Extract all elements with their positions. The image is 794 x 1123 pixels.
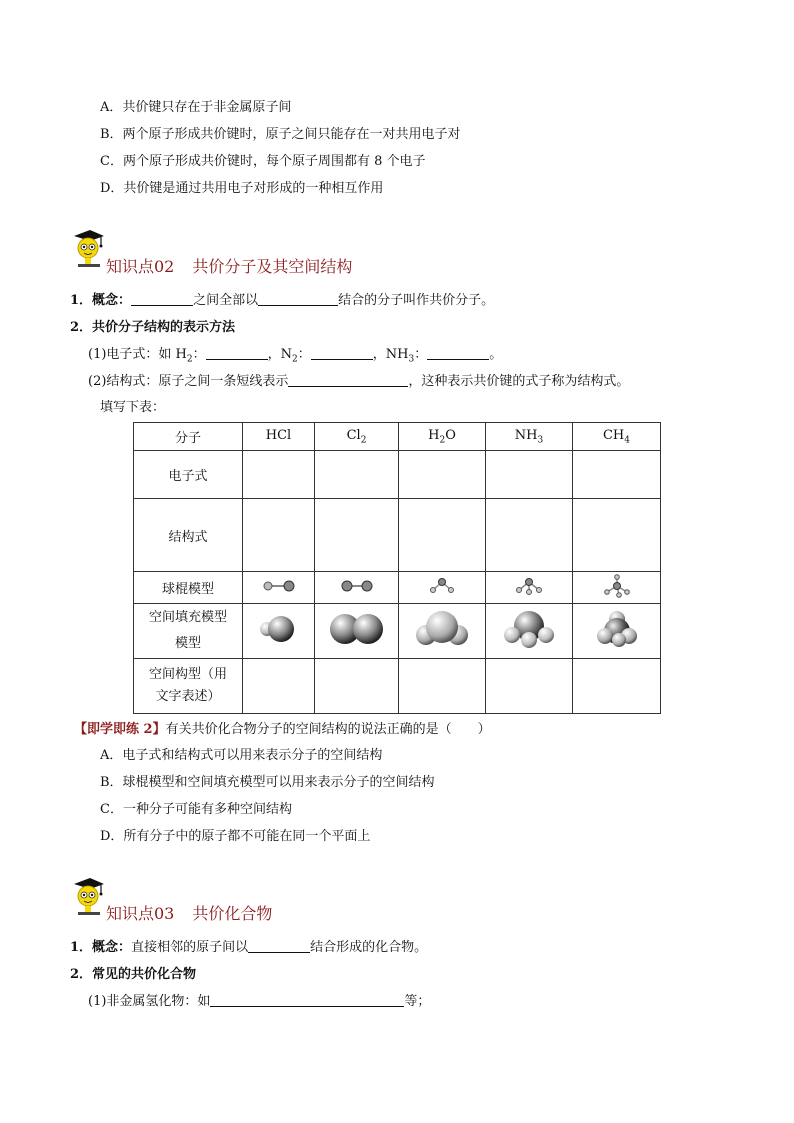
s2-item1-label: 概念： — [92, 293, 132, 308]
table-row — [134, 572, 661, 604]
cell-electron-h2o[interactable] — [399, 451, 486, 499]
table-row — [134, 499, 661, 572]
mascot-graduate-icon — [70, 876, 104, 920]
exercise-2-tag: 【即学即练 2】 — [74, 722, 166, 737]
ex2-option-d: D．所有分子中的原子都不可能在同一个平面上 — [100, 829, 371, 844]
ball-stick-ch4-icon — [573, 572, 661, 604]
cell-shape-nh3[interactable] — [486, 659, 573, 714]
s3-item1 — [70, 936, 427, 955]
space-fill-nh3-icon — [486, 604, 573, 659]
fill-table-note: 填写下表： — [100, 400, 166, 415]
cell-shape-h2o[interactable] — [399, 659, 486, 714]
cell-electron-ch4[interactable] — [573, 451, 661, 499]
s2-sub2-prefix: (2)结构式：原子之间一条短线表示 — [88, 374, 289, 389]
exercise-2-text: 有关共价化合物分子的空间结构的说法正确的是（ ） — [165, 722, 491, 737]
cell-structural-nh3[interactable] — [486, 499, 573, 572]
section-03-text: 共价化合物 — [192, 904, 273, 923]
s2-sub1-n-sub: 2 — [292, 354, 298, 365]
s2-sub1-sep2: ，NH — [372, 347, 409, 362]
section-02-title — [106, 254, 352, 277]
ball-stick-h2o-icon — [399, 572, 486, 604]
space-fill-cl2-icon — [315, 604, 399, 659]
q1-option-d: D．共价键是通过共用电子对形成的一种相互作用 — [100, 181, 384, 196]
q1-option-c: C．两个原子形成共价键时，每个原子周围都有 8 个电子 — [100, 154, 426, 169]
blank-concept-2[interactable] — [258, 292, 338, 306]
s2-item2 — [70, 316, 235, 335]
mascot-graduate-icon — [70, 228, 104, 272]
table-row — [134, 659, 661, 714]
s3-sub1 — [88, 990, 430, 1009]
ball-stick-hcl-icon — [243, 572, 315, 604]
ex2-option-c: C．一种分子可能有多种空间结构 — [100, 802, 292, 817]
s2-sub1-end: 。 — [489, 347, 503, 362]
header-cl2: $Cl_2$ — [315, 423, 399, 451]
space-fill-hcl-icon — [243, 604, 315, 659]
s3-item1-num: 1． — [70, 940, 93, 955]
header-h2o: $H_2O$ — [399, 423, 486, 451]
blank-shortline[interactable] — [288, 373, 408, 387]
s3-item2 — [70, 963, 196, 982]
s3-item2-label: 常见的共价化合物 — [92, 967, 197, 982]
s2-sub1-colon2: ： — [297, 347, 311, 362]
cell-structural-hcl[interactable] — [243, 499, 315, 572]
s3-item1-end: 结合形成的化合物。 — [310, 940, 428, 955]
s2-sub1-sep1: ，N — [267, 347, 293, 362]
section-02-number: 知识点02 — [106, 257, 175, 276]
section-03-number: 知识点03 — [106, 904, 175, 923]
cell-shape-ch4[interactable] — [573, 659, 661, 714]
blank-hydrides[interactable] — [210, 993, 404, 1007]
space-fill-ch4-icon — [573, 604, 661, 659]
table-row — [134, 423, 661, 451]
s2-item1-num: 1． — [70, 293, 93, 308]
header-nh3: $NH_3$ — [486, 423, 573, 451]
s3-item1-label: 概念： — [92, 940, 132, 955]
s2-sub1-colon1: ： — [192, 347, 206, 362]
s3-item1-text: 直接相邻的原子间以 — [131, 940, 249, 955]
section-02-text: 共价分子及其空间结构 — [192, 257, 353, 276]
s3-item2-num: 2． — [70, 967, 93, 982]
header-hcl: HCl — [243, 423, 315, 451]
row-label-electron: 电子式 — [134, 451, 243, 499]
cell-structural-ch4[interactable] — [573, 499, 661, 572]
cell-shape-hcl[interactable] — [243, 659, 315, 714]
cell-shape-cl2[interactable] — [315, 659, 399, 714]
blank-nh3[interactable] — [427, 346, 489, 360]
table-row — [134, 451, 661, 499]
s2-sub1-colon3: ： — [414, 347, 428, 362]
molecule-table — [133, 422, 661, 714]
ex2-option-b: B．球棍模型和空间填充模型可以用来表示分子的空间结构 — [100, 775, 435, 790]
row-label-shape: 空间构型（用 文字表述） — [134, 659, 243, 714]
s2-item2-num: 2． — [70, 320, 93, 335]
s2-item1-mid: 之间全部以 — [193, 293, 259, 308]
ball-stick-nh3-icon — [486, 572, 573, 604]
table-row — [134, 604, 661, 659]
section-03-title — [106, 901, 272, 924]
s3-sub1-end: 等； — [404, 994, 431, 1009]
row-label-structural: 结构式 — [134, 499, 243, 572]
cell-electron-cl2[interactable] — [315, 451, 399, 499]
s2-sub1-nh-sub: 3 — [408, 354, 415, 365]
s2-item1-end: 结合的分子叫作共价分子。 — [338, 293, 495, 308]
blank-concept-1[interactable] — [131, 292, 193, 306]
ex2-option-a: A．电子式和结构式可以用来表示分子的空间结构 — [100, 748, 383, 763]
header-molecule: 分子 — [134, 423, 243, 451]
space-fill-h2o-icon — [399, 604, 486, 659]
s2-sub2-end: ，这种表示共价键的式子称为结构式。 — [408, 374, 630, 389]
cell-structural-h2o[interactable] — [399, 499, 486, 572]
row-label-space-fill: 空间填充模型 模型 — [134, 604, 243, 659]
s2-item1 — [70, 289, 494, 308]
s2-sub1-h-sub: 2 — [186, 354, 193, 365]
header-ch4: $CH_4$ — [573, 423, 661, 451]
s2-sub2 — [88, 370, 629, 389]
s2-item2-label: 共价分子结构的表示方法 — [92, 320, 236, 335]
cell-electron-hcl[interactable] — [243, 451, 315, 499]
row-label-ball-stick: 球棍模型 — [134, 572, 243, 604]
blank-h2[interactable] — [206, 346, 268, 360]
cell-electron-nh3[interactable] — [486, 451, 573, 499]
q1-option-b: B．两个原子形成共价键时，原子之间只能存在一对共用电子对 — [100, 127, 461, 142]
s2-sub1 — [88, 343, 502, 365]
exercise-2-question — [74, 718, 491, 737]
s3-sub1-prefix: (1)非金属氢化物：如 — [88, 994, 211, 1009]
cell-structural-cl2[interactable] — [315, 499, 399, 572]
blank-covalent-concept[interactable] — [248, 939, 310, 953]
ball-stick-cl2-icon — [315, 572, 399, 604]
blank-n2[interactable] — [311, 346, 373, 360]
s2-sub1-prefix: (1)电子式：如 H — [88, 347, 187, 362]
q1-option-a: A．共价键只存在于非金属原子间 — [100, 100, 292, 115]
